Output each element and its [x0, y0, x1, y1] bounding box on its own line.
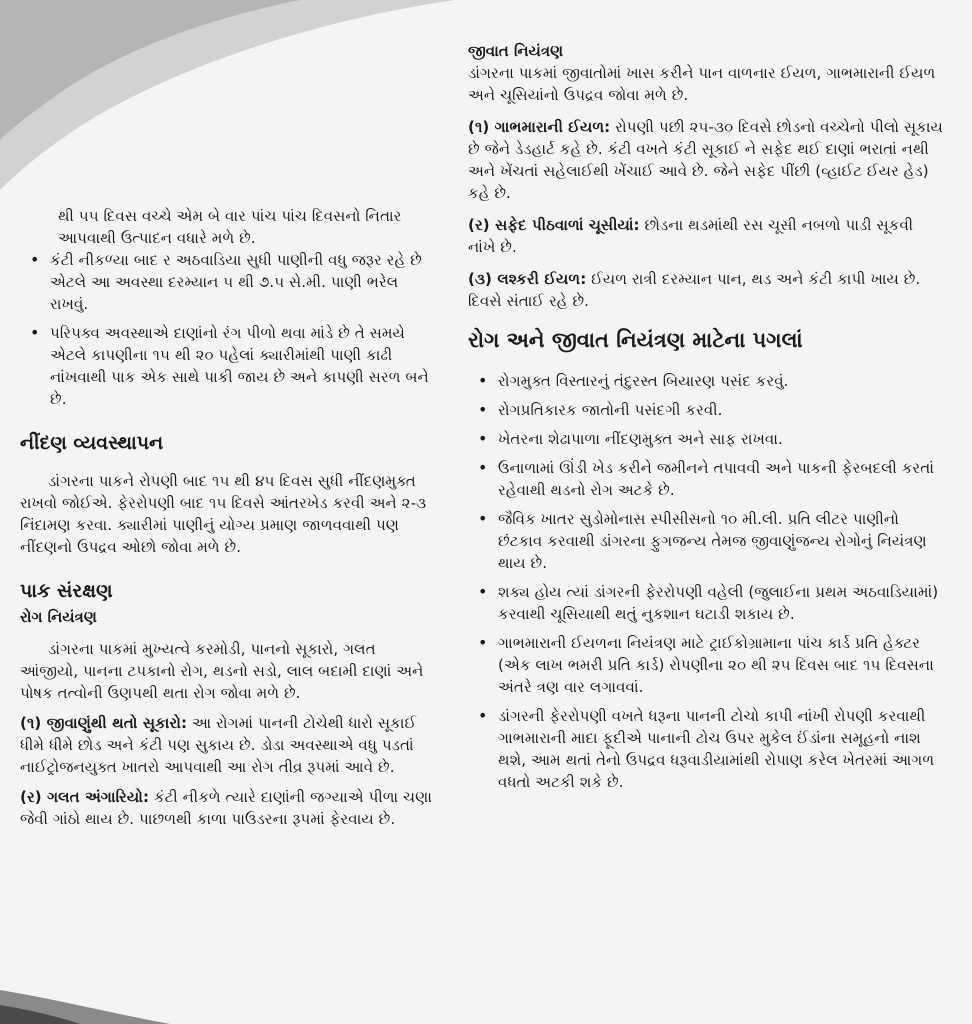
list-item: • કંટી નીકળ્યા બાદ ર અઠવાડિયા સુધી પાણીની વધુ જરૂર રહે છે એટલે આ અવસ્થા દરમ્યાન ૫ થી ૭.૫ સે.મી. પાણી ભરેલ રાખવું.	[20, 249, 438, 315]
disease-item-label: (૧) જીવાણુંથી થતો સૂકારો:	[20, 714, 188, 732]
pest-item-label: (૩) લશ્કરી ઈયળ:	[468, 270, 587, 288]
continuation-paragraph: થી ૫૫ દિવસ વચ્ચે એમ બે વાર પાંચ પાંચ દિવસનો નિતાર આપવાથી ઉત્પાદન વધારે મળે છે.	[58, 207, 402, 247]
crop-protection-heading: પાક સંરક્ષણ	[20, 580, 113, 602]
disease-item-label: (ર) ગલત અંગારિયો:	[20, 788, 150, 806]
disease-item-text: આ રોગમાં પાનની ટોચેથી ધારો સૂકાઈ ધીમે ધીમે છોડ અને કંટી પણ સુકાય છે. ડોડા અવસ્થાએ વધુ પડતાં નાઈટ્રોજનયુક્ત ખાતરો આપવાથી આ રોગ તીવ્ર રૂપમાં આવે છે.	[20, 714, 417, 776]
weed-management-paragraph: ડાંગરના પાકને રોપણી બાદ ૧૫ થી ૪૫ દિવસ સુધી નીંદણમુક્ત રાખવો જોઈએ. ફેરરોપણી બાદ ૧૫ દિવસે આંતરખેડ કરવી અને ૨-૩ નિંદામણ કરવા. ક્યારીમાં પાણીનું યોગ્ય પ્રમાણ જાળવવાથી પણ નીંદણનો ઉપદ્રવ ઓછો જોવા મળે છે.	[20, 472, 427, 556]
pest-item-label: (૧) ગાભમારાની ઈયળ:	[468, 118, 611, 136]
control-measures-heading: રોગ અને જીવાત નિયંત્રણ માટેના પગલાં	[468, 328, 803, 352]
pest-item-label: (ર) સફેદ પીઠવાળાં ચૂસીયાં:	[468, 216, 640, 234]
left-column	[20, 205, 438, 830]
weed-management-heading: નીંદણ વ્યવસ્થાપન	[20, 432, 164, 454]
list-item: • પરિપક્વ અવસ્થાએ દાણાંનો રંગ પીળો થવા માંડે છે તે સમયે એટલે કાપણીના ૧૫ થી ૨૦ પહેલાં ક્યારીમાંથી પાણી કાઢી નાંખવાથી પાક એક સાથે પાકી જાય છે અને કાપણી સરળ બને છે.	[20, 322, 438, 410]
pest-item-text: ઈયળ રાત્રી દરમ્યાન પાન, થડ અને કંટી કાપી ખાય છે. દિવસે સંતાઈ રહે છે.	[468, 270, 921, 310]
disease-control-heading: રોગ નિયંત્રણ	[20, 608, 97, 626]
pest-item-2	[468, 214, 944, 258]
disease-control-paragraph: ડાંગરના પાકમાં મુખ્યત્વે કરમોડી, પાનનો સૂકારો, ગલત આંજીયો, પાનના ટપકાનો રોગ, થડનો સડો, લાલ બદામી દાણાં અને પોષક તત્વોની ઉણપથી થતા રોગ જોવા મળે છે.	[20, 640, 424, 702]
list-item: • જૈવિક ખાતર સુડોમોનાસ સ્પીસીસનો ૧૦ મી.લી. પ્રતિ લીટર પાણીનો છંટકાવ કરવાથી ડાંગરના ફુગજન્ય તેમજ જીવાણુંજન્ય રોગોનું નિયંત્રણ થાય છે.	[468, 508, 944, 574]
list-item: • ઉનાળામાં ઊંડી ખેડ કરીને જમીનને તપાવવી અને પાકની ફેરબદલી કરતાં રહેવાથી થડનો રોગ અટકે છે.	[468, 457, 944, 501]
pest-control-heading: જીવાત નિયંત્રણ	[468, 42, 564, 60]
pest-item-3	[468, 268, 944, 312]
list-item: • ડાંગરની ફેરરોપણી વખતે ધરૂના પાનની ટોચો કાપી નાંખી રોપણી કરવાથી ગાભમારાની માદા ફૂદીએ પાનાની ટોચ ઉપર મુકેલ ઈંડાંના સમૂહનો નાશ થશે, આમ થતાં તેનો ઉપદ્રવ ધરૂવાડીયામાંથી રોપાણ કરેલ ખેતરમાં આગળ વધતો અટકી શકે છે.	[468, 705, 944, 793]
disease-item-text: કંટી નીકળે ત્યારે દાણાંની જગ્યાએ પીળા ચણા જેવી ગાંઠો થાય છે. પાછળથી કાળા પાઉડરના રૂપમાં ફેરવાય છે.	[20, 788, 433, 828]
disease-item-1	[20, 712, 438, 778]
pest-item-text: છોડના થડમાંથી રસ ચૂસી નબળો પાડી સૂકવી નાંખે છે.	[468, 216, 914, 256]
disease-item-2	[20, 786, 438, 830]
control-measures-list	[468, 370, 944, 793]
list-item: • રોગપ્રતિકારક જાતોની પસંદગી કરવી.	[468, 399, 944, 421]
right-column	[468, 40, 944, 800]
list-item: • ખેતરના શેઢાપાળા નીંદણમુક્ત અને સાફ રાખવા.	[468, 428, 944, 450]
irrigation-bullet-list	[20, 249, 438, 410]
list-item: • રોગમુક્ત વિસ્તારનું તંદુરસ્ત બિયારણ પસંદ કરવું.	[468, 370, 944, 392]
pest-item-1	[468, 116, 944, 204]
list-item: • ગાભમારાની ઈયળના નિયંત્રણ માટે ટ્રાઈકોગ્રામાના પાંચ કાર્ડ પ્રતિ હેક્ટર (એક લાખ ભમરી પ્રતિ કાર્ડ) રોપણીના ૨૦ થી ૨૫ દિવસ બાદ ૧૫ દિવસના અંતરે ત્રણ વાર લગાવવાં.	[468, 632, 944, 698]
pest-control-paragraph: ડાંગરના પાકમાં જીવાતોમાં ખાસ કરીને પાન વાળનાર ઈયળ, ગાભમારાની ઈયળ અને ચૂસિયાંનો ઉપદ્રવ જોવા મળે છે.	[468, 64, 936, 104]
list-item: • શક્ય હોય ત્યાં ડાંગરની ફેરરોપણી વહેલી (જુલાઈના પ્રથમ અઠવાડિયામાં) કરવાથી ચૂસિયાથી થતું નુકશાન ઘટાડી શકાય છે.	[468, 581, 944, 625]
pest-item-text: રોપણી પછી ૨૫-૩૦ દિવસે છોડનો વચ્ચેનો પીલો સૂકાય છે જેને ડેડહાર્ટ કહે છે. કંટી વખતે કંટી સૂકાઈ ને સફેદ થઈ દાણાં ભરાતાં નથી અને ખેંચતાં સહેલાઈથી ખેંચાઈ આવે છે. જેને સફેદ પીંછી (વ્હાઈટ ઈયર હેડ) કહે છે.	[468, 118, 943, 202]
